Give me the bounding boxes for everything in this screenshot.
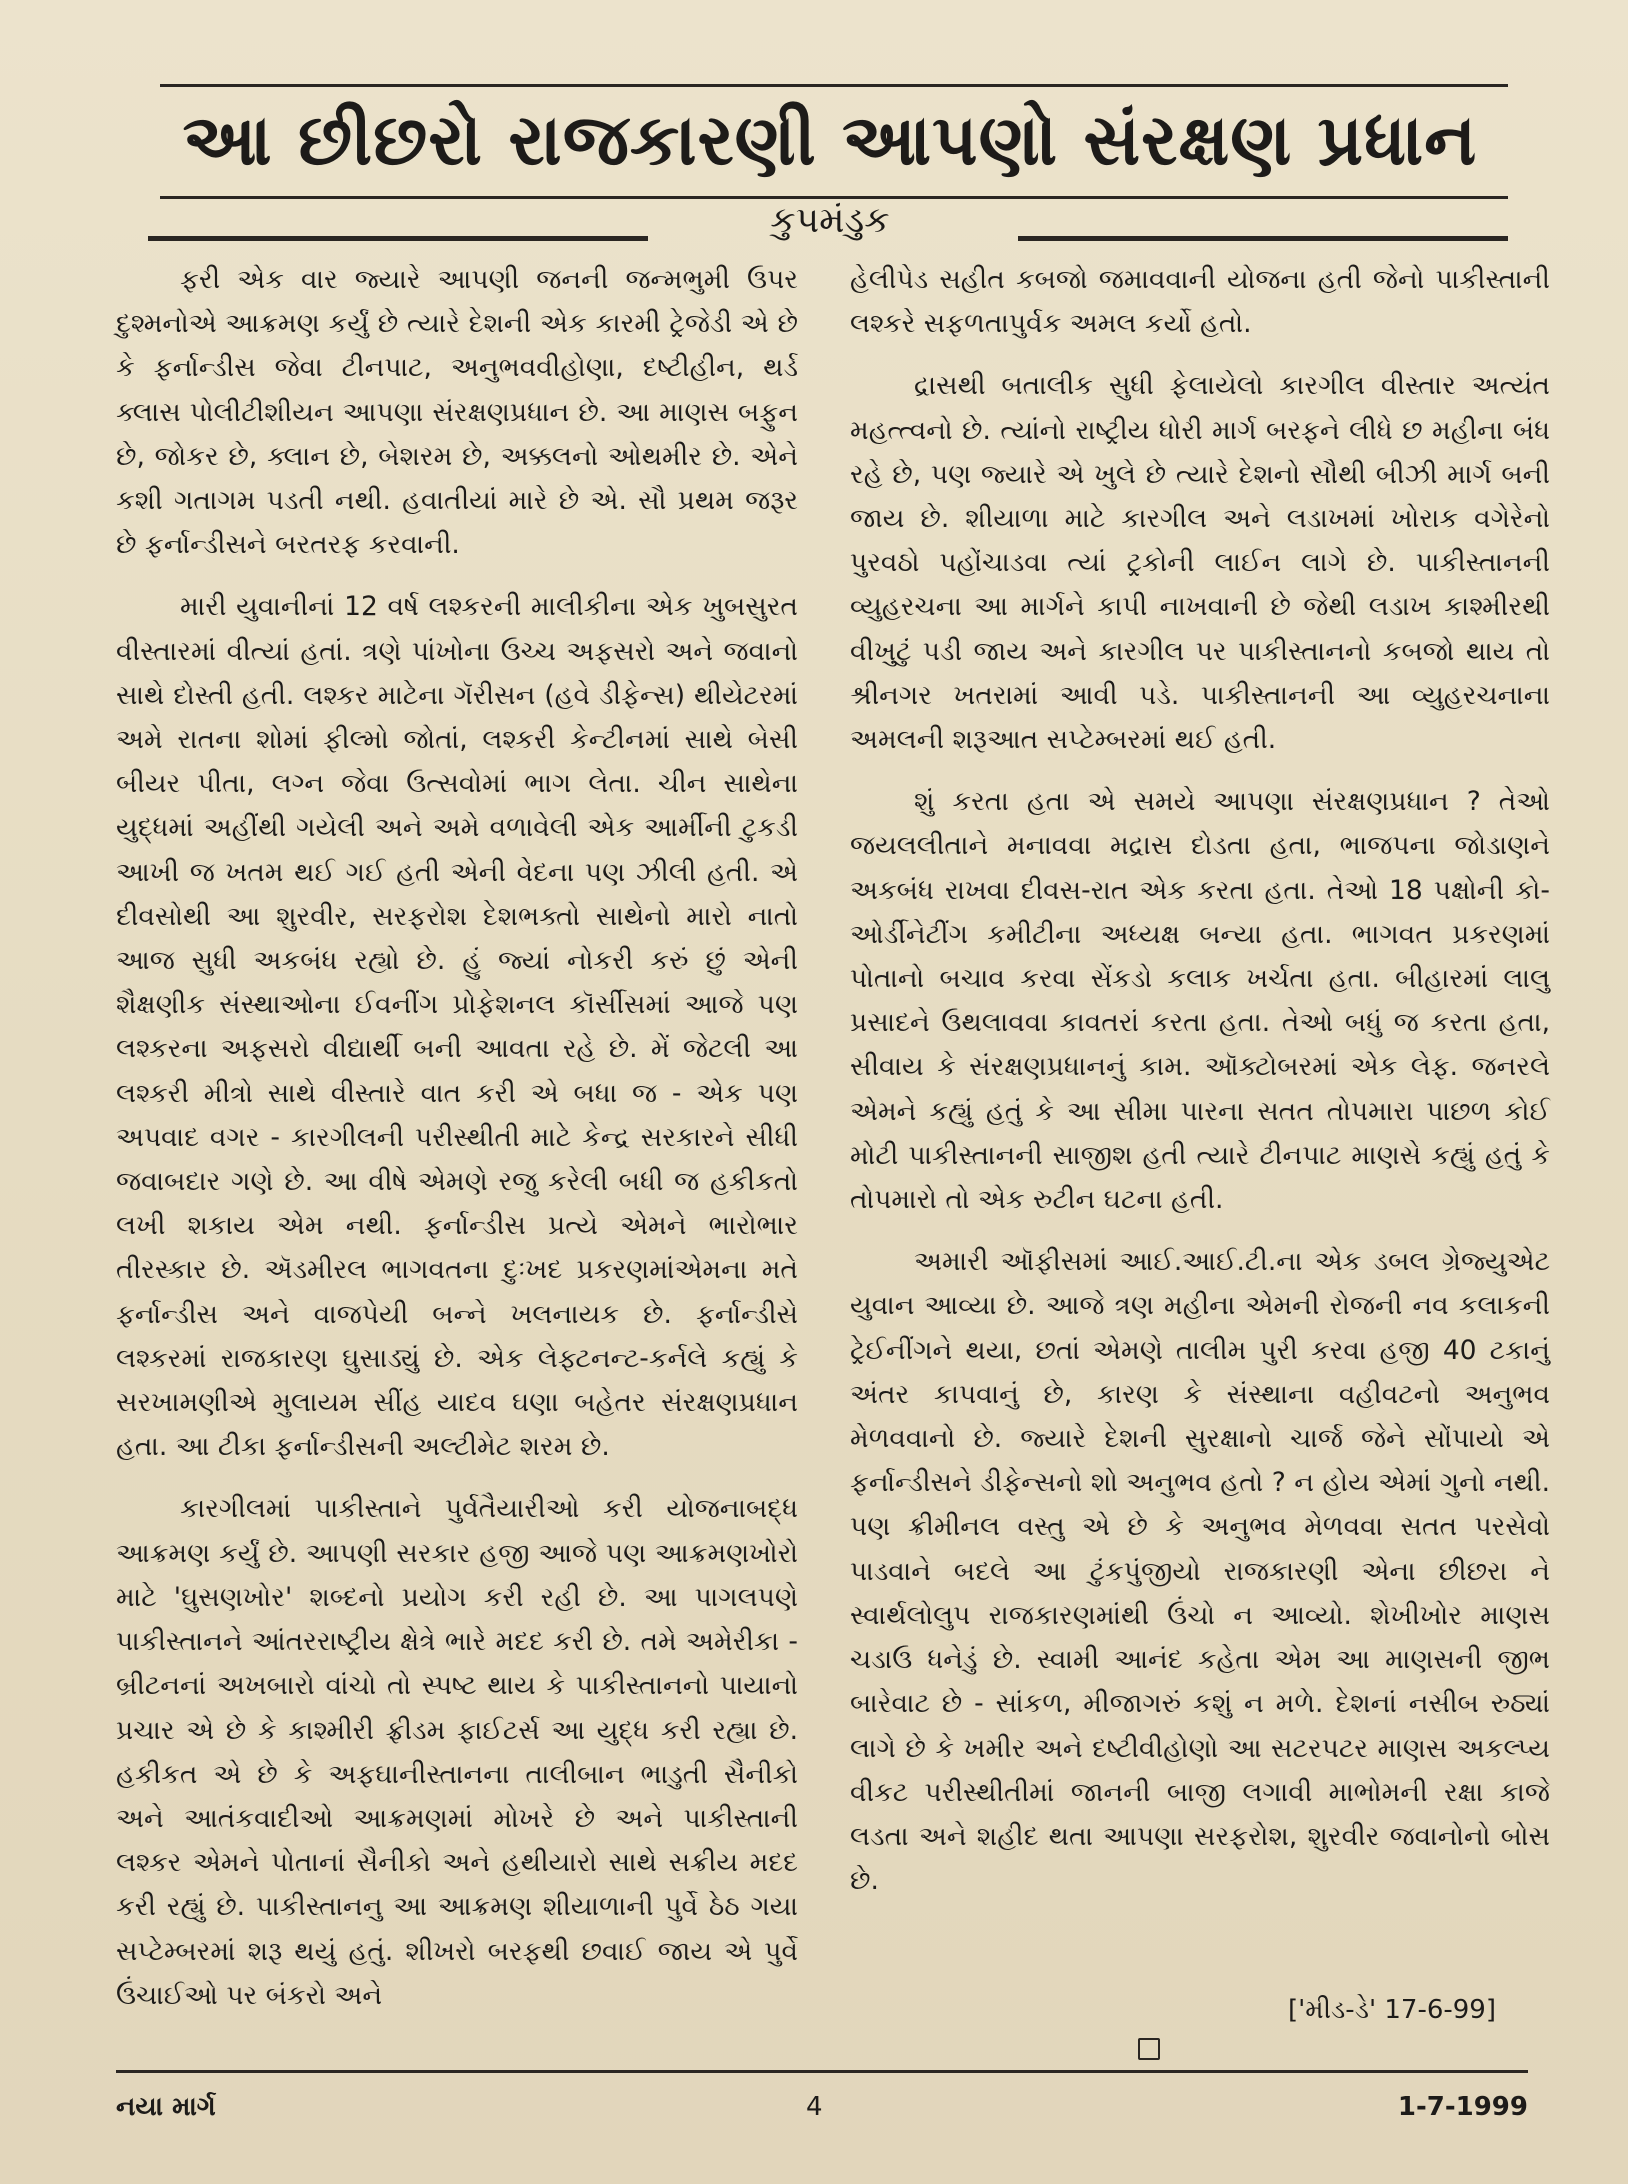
footer-publication: નયા માર્ગ — [116, 2092, 216, 2122]
article-column-left — [116, 258, 798, 2036]
paragraph: કારગીલમાં પાકીસ્તાને પુર્વતૈયારીઓ કરી યોજનાબદ્ધ આક્રમણ કર્યું છે. આપણી સરકાર હજી આજે પણ આક્રમણખોરો માટે 'ઘુસણખોર' શબ્દનો પ્રયોગ કરી રહી છે. આ પાગલપણે પાકીસ્તાનને આંતરરાષ્ટ્રીય ક્ષેત્રે ભારે મદદ કરી છે. તમે અમેરીકા - બ્રીટનનાં અખબારો વાંચો તો સ્પષ્ટ થાય કે પાકીસ્તાનનો પાયાનો પ્રચાર એ છે કે કાશ્મીરી ફ્રીડમ ફાઈટર્સ આ યુદ્ધ કરી રહ્યા છે. હકીકત એ છે કે અફઘાનીસ્તાનના તાલીબાન ભાડુતી સૈનીકો અને આતંકવાદીઓ આક્રમણમાં મોખરે છે અને પાકીસ્તાની લશ્કર એમને પોતાનાં સૈનીકો અને હથીયારો સાથે સક્રીય મદદ કરી રહ્યું છે. પાકીસ્તાનનુ આ આક્રમણ શીયાળાની પુર્વે ઠેઠ ગયા સપ્ટેમ્બરમાં શરૂ થયું હતું. શીખરો બરફથી છવાઈ જાય એ પુર્વે ઉંચાઈઓ પર બંકરો અને — [116, 1493, 798, 2011]
paragraph: શું કરતા હતા એ સમયે આપણા સંરક્ષણપ્રધાન ? તેઓ જયલલીતાને મનાવવા મદ્રાસ દોડતા હતા, ભાજપના જોડાણને અકબંધ રાખવા દીવસ-રાત એક કરતા હતા. તેઓ 18 પક્ષોની કો-ઓર્ડીનેટીંગ કમીટીના અધ્યક્ષ બન્યા હતા. ભાગવત પ્રકરણમાં પોતાનો બચાવ કરવા સેંકડો કલાક ખર્ચતા હતા. બીહારમાં લાલુ પ્રસાદને ઉથલાવવા કાવતરાં કરતા હતા. તેઓ બધું જ કરતા હતા, સીવાય કે સંરક્ષણપ્રધાનનું કામ. ઑક્ટોબરમાં એક લેફ. જનરલે એમને કહ્યું હતું કે આ સીમા પારના સતત તોપમારા પાછળ કોઈ મોટી પાકીસ્તાનની સાજીશ હતી ત્યારે ટીનપાટ માણસે કહ્યું હતું કે તોપમારો તો એક રુટીન ઘટના હતી. — [850, 786, 1550, 1216]
paragraph: મારી યુવાનીનાં 12 વર્ષ લશ્કરની માલીકીના એક ખુબસુરત વીસ્તારમાં વીત્યાં હતાં. ત્રણે પાંખોના ઉચ્ચ અફસરો અને જવાનો સાથે દોસ્તી હતી. લશ્કર માટેના ગૅરીસન (હવે ડીફેન્સ) થીયેટરમાં અમે રાતના શોમાં ફીલ્મો જોતાં, લશ્કરી કેન્ટીનમાં સાથે બેસી બીયર પીતા, લગ્ન જેવા ઉત્સવોમાં ભાગ લેતા. ચીન સાથેના યુદ્ધમાં અહીંથી ગયેલી અને અમે વળાવેલી એક આર્મીની ટુકડી આખી જ ખતમ થઈ ગઈ હતી એની વેદના પણ ઝીલી હતી. એ દીવસોથી આ શુરવીર, સરફરોશ દેશભક્તો સાથેનો મારો નાતો આજ સુધી અકબંધ રહ્યો છે. હું જ્યાં નોકરી કરું છું એની શૈક્ષણીક સંસ્થાઓના ઈવનીંગ પ્રોફેશનલ કૉર્સીસમાં આજે પણ લશ્કરના અફસરો વીદ્યાર્થી બની આવતા રહે છે. મેં જેટલી આ લશ્કરી મીત્રો સાથે વીસ્તારે વાત કરી એ બધા જ - એક પણ અપવાદ વગર - કારગીલની પરીસ્થીતી માટે કેન્દ્ર સરકારને સીધી જવાબદાર ગણે છે. આ વીષે એમણે રજુ કરેલી બધી જ હકીકતો લખી શકાય એમ નથી. ફર્નાન્ડીસ પ્રત્યે એમને ભારોભાર તીરસ્કાર છે. ઍડમીરલ ભાગવતના દુઃખદ પ્રકરણમાંએમના મતે ફર્નાન્ડીસ અને વાજપેયી બન્ને ખલનાયક છે. ફર્નાન્ડીસે લશ્કરમાં રાજકારણ ઘુસાડ્યું છે. એક લેફ્ટનન્ટ-કર્નલે કહ્યું કે સરખામણીએ મુલાયમ સીંહ યાદવ ઘણા બહેતર સંરક્ષણપ્રધાન હતા. આ ટીકા ફર્નાન્ડીસની અલ્ટીમેટ શરમ છે. — [116, 591, 798, 1463]
footer-date: 1-7-1999 — [1397, 2092, 1528, 2122]
source-citation: ['મીડ-ડે' 17-6-99] — [1287, 1995, 1496, 2025]
paragraph: અમારી ઑફીસમાં આઈ.આઈ.ટી.ના એક ડબલ ગ્રેજ્યુએટ યુવાન આવ્યા છે. આજે ત્રણ મહીના એમની રોજની નવ કલાકની ટ્રેઈનીંગને થયા, છતાં એમણે તાલીમ પુરી કરવા હજી 40 ટકાનું અંતર કાપવાનું છે, કારણ કે સંસ્થાના વહીવટનો અનુભવ મેળવવાનો છે. જ્યારે દેશની સુરક્ષાનો ચાર્જ જેને સોંપાયો એ ફર્નાન્ડીસને ડીફેન્સનો શો અનુભવ હતો ? ન હોય એમાં ગુનો નથી. પણ ક્રીમીનલ વસ્તુ એ છે કે અનુભવ મેળવવા સતત પરસેવો પાડવાને બદલે આ ટુંકપુંજીયો રાજકારણી એના છીછરા ને સ્વાર્થલોલુપ રાજકારણમાંથી ઉંચો ન આવ્યો. શેખીખોર માણસ ચડાઉ ધનેડું છે. સ્વામી આનંદ કહેતા એમ આ માણસની જીભ બારેવાટ છે - સાંકળ, મીજાગરું કશું ન મળે. દેશનાં નસીબ રુઠ્યાં લાગે છે કે ખમીર અને દષ્ટીવીહોણો આ સટરપટર માણસ અકલ્પ્ય વીકટ પરીસ્થીતીમાં જાનની બાજી લગાવી માભોમની રક્ષા કાજે લડતા અને શહીદ થતા આપણા સરફરોશ, શુરવીર જવાનોનો બોસ છે. — [850, 1246, 1550, 1897]
paragraph: હેલીપેડ સહીત કબજો જમાવવાની યોજના હતી જેનો પાકીસ્તાની લશ્કરે સફળતાપુર્વક અમલ કર્યો હતો. — [850, 264, 1550, 340]
top-rule — [160, 84, 1508, 87]
byline-rule-right — [1018, 236, 1508, 241]
paragraph: ફરી એક વાર જ્યારે આપણી જનની જન્મભુમી ઉપર દુશ્મનોએ આક્રમણ કર્યું છે ત્યારે દેશની એક કારમી ટ્રેજેડી એ છે કે ફર્નાન્ડીસ જેવા ટીનપાટ, અનુભવવીહોણા, દષ્ટીહીન, થર્ડ ક્લાસ પોલીટીશીયન આપણા સંરક્ષણપ્રધાન છે. આ માણસ બફુન છે, જોકર છે, ક્લાન છે, બેશરમ છે, અક્કલનો ઓથમીર છે. એને કશી ગતાગમ પડતી નથી. હવાતીયાં મારે છે એ. સૌ પ્રથમ જરૂર છે ફર્નાન્ડીસને બરતરફ કરવાની. — [116, 264, 798, 561]
author-byline: કુપમંડુક — [770, 200, 890, 241]
byline-rule-left — [148, 236, 648, 241]
end-mark-icon — [1138, 2038, 1160, 2060]
page-title: આ છીછરો રાજકારણી આપણો સંરક્ષણ પ્રધાન — [182, 99, 1478, 181]
article-column-right — [850, 258, 1550, 1921]
footer-rule — [116, 2070, 1528, 2073]
paragraph: દ્રાસથી બતાલીક સુધી ફેલાયેલો કારગીલ વીસ્તાર અત્યંત મહત્ત્વનો છે. ત્યાંનો રાષ્ટ્રીય ધોરી માર્ગ બરફને લીધે છ મહીના બંધ રહે છે, પણ જ્યારે એ ખુલે છે ત્યારે દેશનો સૌથી બીઝી માર્ગ બની જાય છે. શીયાળા માટે કારગીલ અને લડાખમાં ખોરાક વગેરેનો પુરવઠો પહોંચાડવા ત્યાં ટ્રકોની લાઈન લાગે છે. પાકીસ્તાનની વ્યુહરચના આ માર્ગને કાપી નાખવાની છે જેથી લડાખ કાશ્મીરથી વીખુટું પડી જાય અને કારગીલ પર પાકીસ્તાનનો કબજો થાય તો શ્રીનગર ખતરામાં આવી પડે. પાકીસ્તાનની આ વ્યુહરચનાના અમલની શરૂઆત સપ્ટેમ્બરમાં થઈ હતી. — [850, 370, 1550, 756]
page-number: 4 — [806, 2092, 823, 2122]
